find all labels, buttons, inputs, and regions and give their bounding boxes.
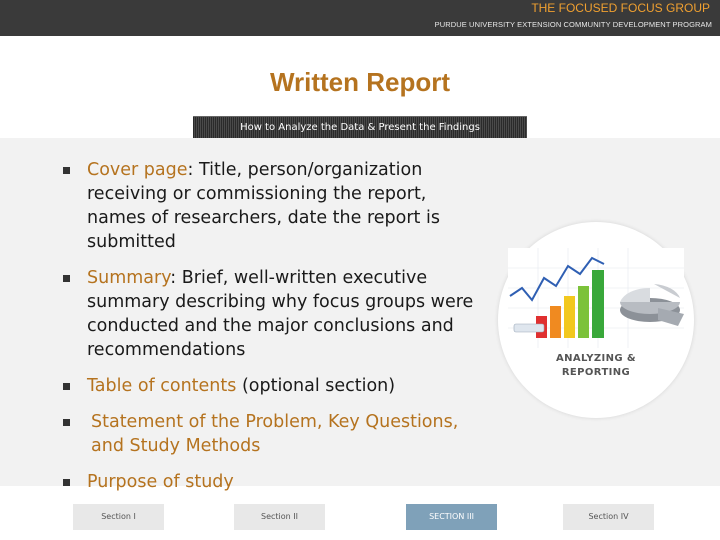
nav-section-1-button[interactable]: Section I [73,504,164,530]
bullet-square-icon [63,479,70,486]
bullet-term: Cover page [87,160,188,180]
graphic-caption [498,352,694,380]
nav-section-3-button[interactable]: SECTION III [406,504,497,530]
org-name: THE FOCUSED FOCUS GROUP [531,1,710,15]
analyzing-graphic [498,222,694,418]
bullet-list [62,158,482,506]
graphic-caption-line2: REPORTING [561,367,631,378]
bullet-summary [62,266,482,362]
bullet-term: Summary [87,268,171,288]
bullet-square-icon [63,383,70,390]
subtitle-bar [193,116,527,140]
bullet-table-of-contents [62,374,482,398]
slide-subtitle: How to Analyze the Data & Present the Findings [240,122,480,133]
bullet-text: : Brief, well-written executive summary describing why focus groups were conducted and the major conclusions and recommendations [87,268,474,360]
bullet-square-icon [63,167,70,174]
bullet-statement-of-problem [62,410,482,458]
bullet-term: Table of contents [87,376,237,396]
graphic-caption-line1: ANALYZING & [555,353,637,364]
bullet-term: Purpose of study [87,472,234,492]
program-name: PURDUE UNIVERSITY EXTENSION COMMUNITY DEVELOPMENT PROGRAM [434,20,712,29]
bullet-square-icon [63,419,70,426]
header-bar [0,0,720,36]
bullet-text: : Title, person/organization receiving or commissioning the report, names of researchers, date the report is submitted [87,160,440,252]
bullet-text: (optional section) [236,376,396,396]
nav-section-2-button[interactable]: Section II [234,504,325,530]
bullet-square-icon [63,275,70,282]
bullet-term: Statement of the Problem, Key Questions, and Study Methods [91,412,459,456]
nav-section-4-button[interactable]: Section IV [563,504,654,530]
slide-title: Written Report [269,67,451,97]
bullet-purpose-of-study [62,470,482,494]
chart-illustration-icon [508,248,684,348]
bullet-cover-page [62,158,482,254]
